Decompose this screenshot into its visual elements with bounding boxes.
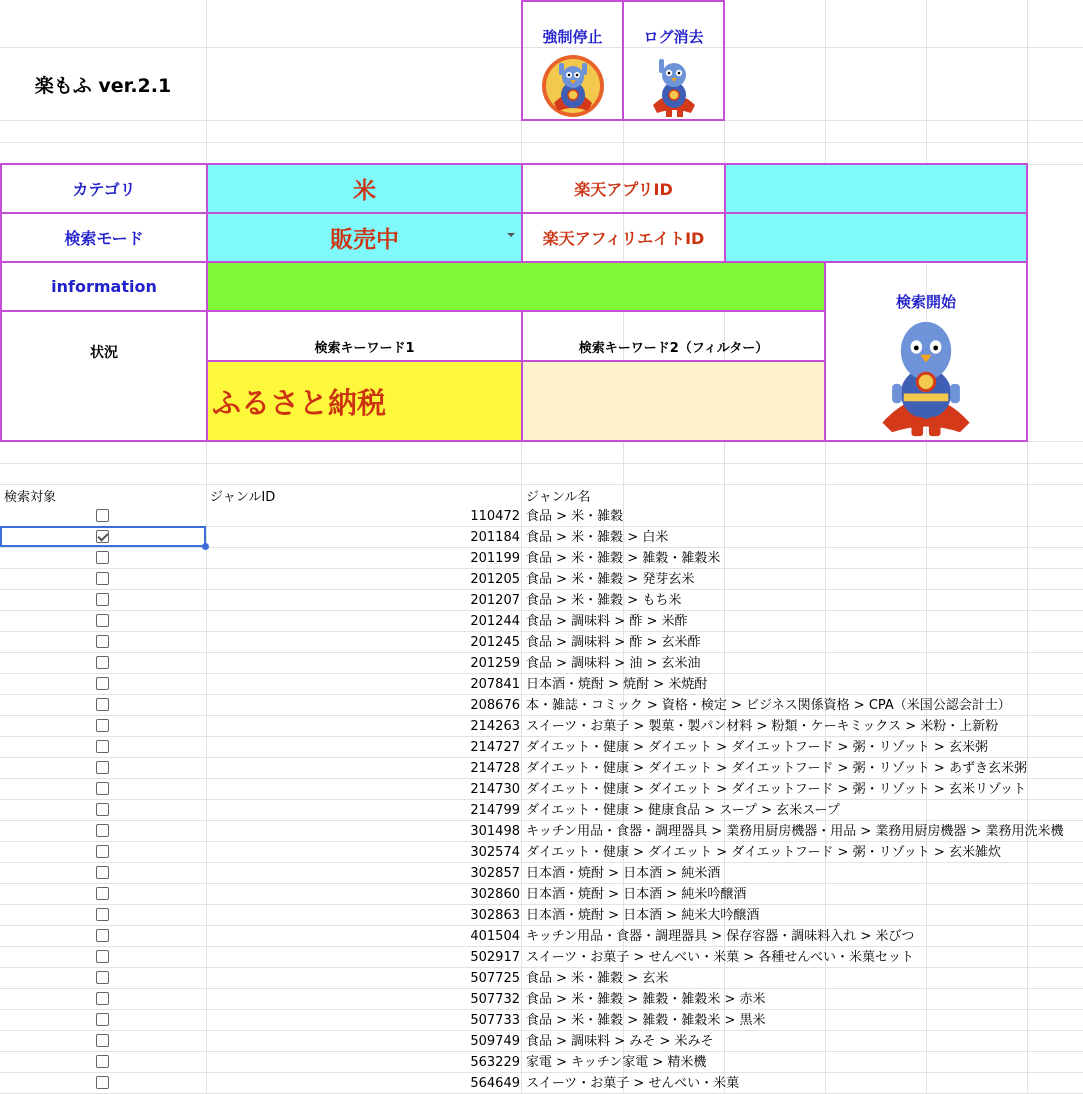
checkbox-icon[interactable] [96,614,109,627]
table-row [0,590,1083,611]
table-row [0,1031,1083,1052]
app-id-label: 楽天アプリID [521,163,726,214]
fill-handle[interactable] [202,543,209,550]
genre-id-cell: 214728 [470,761,520,776]
genre-id-cell: 507732 [470,992,520,1007]
table-row [0,506,1083,527]
genre-name-cell: 日本酒・焼酎 > 焼酎 > 米焼酎 [526,677,708,692]
checkbox-icon[interactable] [96,677,109,690]
genre-id-cell: 302857 [470,866,520,881]
table-row [0,968,1083,989]
genre-name-cell: 食品 > 米・雑穀 > もち米 [526,593,682,608]
genre-name-cell: 食品 > 調味料 > 酢 > 玄米酢 [526,635,701,650]
search-start-button[interactable] [824,261,1028,442]
genre-id-cell: 302574 [470,845,520,860]
checkbox-icon[interactable] [96,572,109,585]
table-row [0,1052,1083,1073]
table-row [0,926,1083,947]
genre-name-cell: ダイエット・健康 > ダイエット > ダイエットフード > 粥・リゾット > 玄米リゾット [526,782,1027,797]
genre-id-cell: 564649 [470,1076,520,1091]
app-title: 楽もふ ver.2.1 [34,74,172,97]
genre-id-cell: 301498 [470,824,520,839]
table-row [0,1010,1083,1031]
genre-id-cell: 509749 [470,1034,520,1049]
table-row [0,989,1083,1010]
genre-id-cell: 401504 [470,929,520,944]
genre-id-cell: 214727 [470,740,520,755]
genre-id-cell: 201207 [470,593,520,608]
checkbox-icon[interactable] [96,635,109,648]
genre-id-cell: 214730 [470,782,520,797]
header-genre-name: ジャンル名 [526,490,591,505]
table-row [0,842,1083,863]
header-genre-id: ジャンルID [210,490,276,505]
genre-id-cell: 214799 [470,803,520,818]
genre-id-cell: 507733 [470,1013,520,1028]
header-target: 検索対象 [4,490,57,505]
checkbox-icon[interactable] [96,1013,109,1026]
information-label: information [0,261,208,312]
table-row [0,548,1083,569]
stop-button[interactable] [521,0,624,121]
genre-id-cell: 110472 [470,509,520,524]
checkbox-icon[interactable] [96,929,109,942]
genre-id-cell: 214263 [470,719,520,734]
genre-name-cell: 食品 > 調味料 > 油 > 玄米油 [526,656,701,671]
search-mode-label: 検索モード [0,212,208,263]
checkbox-icon[interactable] [96,824,109,837]
checkbox-icon[interactable] [96,971,109,984]
genre-id-cell: 201245 [470,635,520,650]
genre-name-cell: スイーツ・お菓子 > せんべい・米菓 > 各種せんべい・米菓セット [526,950,915,965]
table-row [0,800,1083,821]
checkbox-icon[interactable] [96,761,109,774]
search-mode-dropdown[interactable] [206,212,523,263]
category-value[interactable]: 米 [206,163,523,214]
table-row [0,569,1083,590]
table-row [0,884,1083,905]
genre-name-cell: 食品 > 調味料 > 酢 > 米酢 [526,614,688,629]
chevron-down-icon[interactable] [507,233,515,237]
affiliate-id-label: 楽天アフィリエイトID [521,212,726,263]
checkbox-icon[interactable] [96,782,109,795]
checkbox-icon[interactable] [96,740,109,753]
mascot-clear-icon [641,53,707,119]
genre-name-cell: ダイエット・健康 > ダイエット > ダイエットフード > 粥・リゾット > あずき玄米粥 [526,761,1027,776]
genre-name-cell: 食品 > 米・雑穀 > 発芽玄米 [526,572,695,587]
checkbox-icon[interactable] [96,803,109,816]
information-value [206,261,826,312]
clear-log-button-label: ログ消去 [643,28,704,46]
genre-name-cell: 日本酒・焼酎 > 日本酒 > 純米酒 [526,866,721,881]
checkbox-icon[interactable] [96,719,109,732]
genre-name-cell: キッチン用品・食器・調理器具 > 保存容器・調味料入れ > 米びつ [526,929,915,944]
genre-name-cell: 食品 > 米・雑穀 > 白米 [526,530,669,545]
table-row [0,779,1083,800]
genre-id-cell: 201244 [470,614,520,629]
checkbox-icon[interactable] [96,551,109,564]
table-row [0,674,1083,695]
keyword2-label: 検索キーワード2（フィルター） [578,341,769,356]
genre-name-cell: スイーツ・お菓子 > せんべい・米菓 [526,1076,740,1091]
category-label: カテゴリ [0,163,208,214]
keyword1-value: ふるさと納税 [212,385,387,420]
checkbox-icon[interactable] [96,1055,109,1068]
genre-name-cell: 食品 > 米・雑穀 > 雑穀・雑穀米 > 黒米 [526,1013,766,1028]
search-start-label: 検索開始 [895,293,956,311]
selected-cell[interactable] [0,526,206,547]
table-row [0,863,1083,884]
genre-id-cell: 207841 [470,677,520,692]
genre-id-cell: 201199 [470,551,520,566]
checkbox-icon[interactable] [96,593,109,606]
table-row [0,737,1083,758]
app-id-input[interactable] [724,163,1028,214]
genre-name-cell: 食品 > 米・雑穀 > 雑穀・雑穀米 > 赤米 [526,992,766,1007]
table-row [0,695,1083,716]
genre-name-cell: 本・雑誌・コミック > 資格・検定 > ビジネス関係資格 > CPA（米国公認会計士） [526,698,1011,713]
checkbox-icon[interactable] [96,866,109,879]
table-row [0,611,1083,632]
keyword1-header [206,310,523,362]
genre-id-cell: 563229 [470,1055,520,1070]
keyword2-input[interactable] [521,360,826,442]
genre-id-cell: 201259 [470,656,520,671]
clear-log-button[interactable] [622,0,725,121]
genre-name-cell: キッチン用品・食器・調理器具 > 業務用厨房機器・用品 > 業務用厨房機器 > 業務用洗米機 [526,824,1064,839]
genre-name-cell: 食品 > 米・雑穀 [526,509,624,524]
keyword1-label: 検索キーワード1 [314,341,415,356]
checkbox-icon[interactable] [96,992,109,1005]
genre-id-cell: 507725 [470,971,520,986]
search-mode-value: 販売中 [330,227,399,253]
genre-name-cell: 食品 > 米・雑穀 > 玄米 [526,971,669,986]
checkbox-icon[interactable] [96,656,109,669]
genre-id-cell: 302863 [470,908,520,923]
genre-id-cell: 208676 [470,698,520,713]
genre-id-cell: 502917 [470,950,520,965]
mascot-stop-icon [540,53,606,119]
genre-name-cell: 家電 > キッチン家電 > 精米機 [526,1055,707,1070]
mascot-search-icon [861,316,991,440]
checkbox-icon[interactable] [96,1076,109,1089]
genre-name-cell: ダイエット・健康 > ダイエット > ダイエットフード > 粥・リゾット > 玄米粥 [526,740,988,755]
status-label: 状況 [0,310,208,442]
table-row [0,1073,1083,1094]
checkbox-icon[interactable] [96,509,109,522]
genre-name-cell: ダイエット・健康 > 健康食品 > スープ > 玄米スープ [526,803,840,818]
table-row [0,821,1083,842]
checkbox-icon[interactable] [96,887,109,900]
genre-name-cell: 日本酒・焼酎 > 日本酒 > 純米吟醸酒 [526,887,747,902]
checkbox-icon[interactable] [96,908,109,921]
checkbox-icon[interactable] [96,845,109,858]
table-row [0,716,1083,737]
keyword2-header [521,310,826,362]
genre-id-cell: 201205 [470,572,520,587]
genre-name-cell: 食品 > 米・雑穀 > 雑穀・雑穀米 [526,551,721,566]
genre-name-cell: ダイエット・健康 > ダイエット > ダイエットフード > 粥・リゾット > 玄米雑炊 [526,845,1001,860]
genre-id-cell: 302860 [470,887,520,902]
genre-id-cell: 201184 [470,530,520,545]
genre-name-cell: 食品 > 調味料 > みそ > 米みそ [526,1034,714,1049]
checkbox-icon[interactable] [96,698,109,711]
genre-name-cell: 日本酒・焼酎 > 日本酒 > 純米大吟醸酒 [526,908,760,923]
genre-name-cell: スイーツ・お菓子 > 製菓・製パン材料 > 粉類・ケーキミックス > 米粉・上新粉 [526,719,999,734]
checkbox-icon[interactable] [96,950,109,963]
table-row [0,632,1083,653]
table-row [0,905,1083,926]
table-row [0,947,1083,968]
checkbox-icon[interactable] [96,1034,109,1047]
keyword1-input[interactable] [206,360,523,442]
table-row [0,653,1083,674]
table-row [0,758,1083,779]
stop-button-label: 強制停止 [542,28,603,46]
affiliate-id-input[interactable] [724,212,1028,263]
